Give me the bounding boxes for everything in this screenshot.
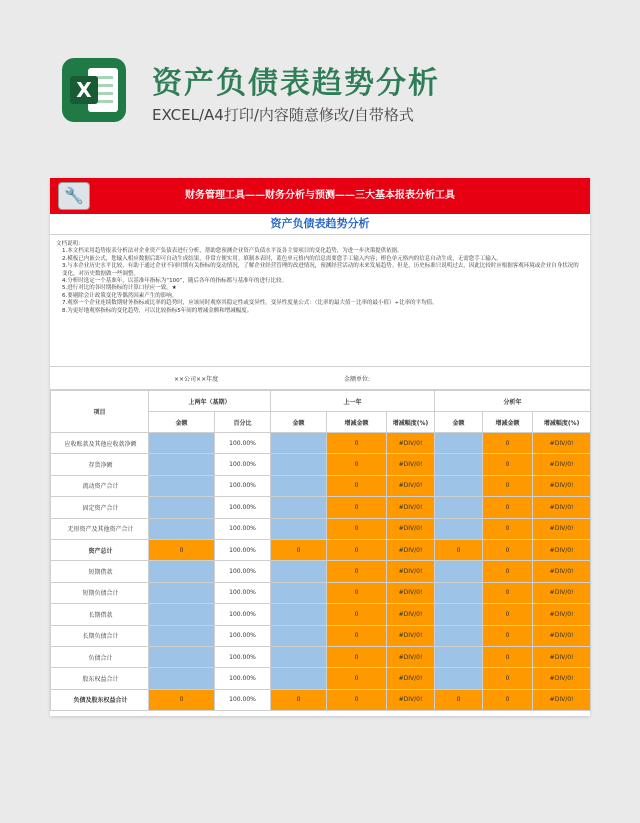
row-label: 应收账款及其他应收款净额 — [51, 433, 149, 454]
unit-label: 金额单位: — [344, 376, 371, 383]
value-cell: 0 — [483, 582, 533, 603]
notes-heading: 文档说明： — [56, 241, 84, 247]
input-cell[interactable] — [271, 604, 327, 625]
value-cell: 0 — [483, 689, 533, 710]
value-cell: 0 — [483, 475, 533, 496]
table-row — [51, 497, 591, 518]
value-cell: 0 — [483, 497, 533, 518]
value-cell: 0 — [327, 668, 387, 689]
wrench-icon[interactable]: 🔧 — [58, 182, 90, 210]
table-row — [51, 433, 591, 454]
row-label: 长期借款 — [51, 604, 149, 625]
note-item: 6.要剔除会计政策变化等偶然因素产生的影响。 — [62, 292, 178, 299]
value-cell: 0 — [483, 604, 533, 625]
input-cell[interactable] — [149, 475, 215, 496]
note-item: 4.分析时选定一个基准年，以基准年指标为“100”，随后各年的指标都与基准年的进行比较。 — [62, 278, 287, 285]
spreadsheet-preview — [50, 178, 590, 716]
input-cell[interactable] — [271, 497, 327, 518]
value-cell: #DIV/0! — [387, 604, 435, 625]
value-cell: #DIV/0! — [533, 497, 591, 518]
group-header-analysis: 分析年 — [435, 391, 591, 412]
input-cell[interactable] — [435, 475, 483, 496]
input-cell[interactable] — [271, 454, 327, 475]
input-cell[interactable] — [271, 668, 327, 689]
col-header: 增减幅度(%) — [533, 412, 591, 433]
input-cell[interactable] — [435, 604, 483, 625]
document-notes — [50, 235, 590, 367]
value-cell: 100.00% — [215, 475, 271, 496]
input-cell[interactable] — [149, 561, 215, 582]
value-cell: #DIV/0! — [533, 539, 591, 560]
value-cell: 0 — [327, 689, 387, 710]
value-cell: 100.00% — [215, 433, 271, 454]
input-cell[interactable] — [435, 454, 483, 475]
table-row — [51, 582, 591, 603]
input-cell[interactable] — [435, 646, 483, 667]
value-cell: 100.00% — [215, 689, 271, 710]
value-cell: #DIV/0! — [533, 518, 591, 539]
row-label: 长期负债合计 — [51, 625, 149, 646]
value-cell: #DIV/0! — [387, 454, 435, 475]
page-title: 资产负债表趋势分析 — [152, 66, 440, 101]
value-cell: #DIV/0! — [533, 454, 591, 475]
value-cell: #DIV/0! — [387, 497, 435, 518]
value-cell: #DIV/0! — [387, 518, 435, 539]
input-cell[interactable] — [149, 582, 215, 603]
input-cell[interactable] — [271, 518, 327, 539]
item-header: 项目 — [51, 391, 149, 433]
value-cell: #DIV/0! — [533, 561, 591, 582]
input-cell[interactable] — [271, 475, 327, 496]
value-cell: #DIV/0! — [387, 646, 435, 667]
table-row — [51, 539, 591, 560]
input-cell[interactable] — [435, 518, 483, 539]
row-label: 短期借款 — [51, 561, 149, 582]
table-row — [51, 561, 591, 582]
col-header: 百分比 — [215, 412, 271, 433]
note-item: 5.进行对比的各时期指标的计算口径应一致。★ — [62, 285, 177, 292]
value-cell: #DIV/0! — [533, 475, 591, 496]
col-header: 增减金额 — [327, 412, 387, 433]
value-cell: 0 — [435, 689, 483, 710]
value-cell: 0 — [483, 454, 533, 475]
company-label: ××公司××年度 — [174, 376, 219, 383]
value-cell: 0 — [327, 454, 387, 475]
col-header: 金额 — [149, 412, 215, 433]
trend-table — [50, 390, 591, 711]
value-cell: 0 — [327, 625, 387, 646]
value-cell: 100.00% — [215, 646, 271, 667]
col-header: 增减幅度(%) — [387, 412, 435, 433]
note-item: 3.与本企业历史水平比较，有助于通过企业不同时期有关指标的变动情况，了解企业经营管理的改进情况，预测经营活动的未来发展趋势。但是，历史标准只说明过去，因此比较时应根据客观环境或企业自身状况的变化，对历史数据做一些调整。 — [62, 263, 579, 277]
row-label: 存货净额 — [51, 454, 149, 475]
value-cell: 0 — [483, 646, 533, 667]
input-cell[interactable] — [271, 561, 327, 582]
input-cell[interactable] — [435, 561, 483, 582]
value-cell: #DIV/0! — [533, 604, 591, 625]
value-cell: 0 — [271, 689, 327, 710]
input-cell[interactable] — [149, 646, 215, 667]
value-cell: #DIV/0! — [533, 582, 591, 603]
value-cell: 0 — [327, 518, 387, 539]
note-item: 2.模板已内嵌公式，您输入相应数据后即可自动生成结果，非常方便实用。填制本表时，蓝色单元格内的信息需要您手工输入内容；橙色单元格内的信息自动生成，无需您手工输入。 — [62, 255, 502, 262]
input-cell[interactable] — [149, 668, 215, 689]
value-cell: 100.00% — [215, 497, 271, 518]
input-cell[interactable] — [435, 668, 483, 689]
input-cell[interactable] — [435, 582, 483, 603]
value-cell: 0 — [483, 539, 533, 560]
value-cell: 100.00% — [215, 582, 271, 603]
value-cell: 100.00% — [215, 518, 271, 539]
value-cell: 0 — [435, 539, 483, 560]
value-cell: #DIV/0! — [387, 539, 435, 560]
tool-banner — [50, 178, 590, 214]
input-cell[interactable] — [149, 604, 215, 625]
table-row — [51, 668, 591, 689]
value-cell: 0 — [327, 604, 387, 625]
value-cell: 0 — [327, 475, 387, 496]
value-cell: 0 — [149, 539, 215, 560]
value-cell: 0 — [327, 646, 387, 667]
row-label: 股东权益合计 — [51, 668, 149, 689]
page-subtitle: EXCEL/A4打印/内容随意修改/自带格式 — [152, 106, 414, 124]
value-cell: 0 — [483, 433, 533, 454]
group-header-last: 上一年 — [271, 391, 435, 412]
input-cell[interactable] — [149, 518, 215, 539]
value-cell: 0 — [483, 668, 533, 689]
value-cell: 0 — [271, 539, 327, 560]
meta-row — [50, 367, 590, 390]
note-item: 1.本文档采用趋势报表分析法对企业资产负债表进行分析，帮助您预测企业资产负债水平及各主要项目的变化趋势，为进一步决策提供依据。 — [62, 248, 403, 255]
value-cell: 100.00% — [215, 625, 271, 646]
input-cell[interactable] — [149, 454, 215, 475]
value-cell: 100.00% — [215, 454, 271, 475]
input-cell[interactable] — [149, 497, 215, 518]
value-cell: 0 — [327, 561, 387, 582]
value-cell: #DIV/0! — [533, 646, 591, 667]
excel-x-icon: X — [70, 76, 98, 104]
col-header: 增减金额 — [483, 412, 533, 433]
value-cell: 100.00% — [215, 561, 271, 582]
value-cell: 0 — [327, 497, 387, 518]
value-cell: #DIV/0! — [533, 668, 591, 689]
input-cell[interactable] — [271, 433, 327, 454]
row-label: 短期负债合计 — [51, 582, 149, 603]
value-cell: 100.00% — [215, 668, 271, 689]
value-cell: 100.00% — [215, 604, 271, 625]
table-row — [51, 604, 591, 625]
value-cell: #DIV/0! — [387, 582, 435, 603]
value-cell: #DIV/0! — [533, 625, 591, 646]
table-row — [51, 625, 591, 646]
input-cell[interactable] — [435, 497, 483, 518]
col-header: 金额 — [435, 412, 483, 433]
table-row — [51, 454, 591, 475]
row-label: 负债及股东权益合计 — [51, 689, 149, 710]
input-cell[interactable] — [435, 433, 483, 454]
value-cell: #DIV/0! — [387, 475, 435, 496]
excel-logo — [62, 58, 126, 122]
table-row — [51, 475, 591, 496]
input-cell[interactable] — [435, 625, 483, 646]
value-cell: #DIV/0! — [387, 625, 435, 646]
value-cell: #DIV/0! — [533, 689, 591, 710]
value-cell: #DIV/0! — [387, 433, 435, 454]
note-item: 8.为更好地观察指标的变化趋势，可以比较指标5年间的增减金额和增减幅度。 — [62, 307, 253, 314]
value-cell: 0 — [149, 689, 215, 710]
value-cell: #DIV/0! — [387, 668, 435, 689]
value-cell: 0 — [483, 561, 533, 582]
value-cell: 0 — [327, 433, 387, 454]
row-label: 流动资产合计 — [51, 475, 149, 496]
group-header-base: 上两年（基期） — [149, 391, 271, 412]
table-row — [51, 689, 591, 710]
row-label: 资产总计 — [51, 539, 149, 560]
table-row — [51, 518, 591, 539]
value-cell: #DIV/0! — [533, 433, 591, 454]
sheet-title: 资产负债表趋势分析 — [50, 214, 590, 235]
note-item: 7.观察一个企业连续数期财务指标或比率的趋势时，应该同时观察其稳定性或变异性。变异性度量公式：（比率的最大值－比率的最小值）÷比率的平均值。 — [62, 300, 438, 307]
value-cell: #DIV/0! — [387, 561, 435, 582]
input-cell[interactable] — [149, 625, 215, 646]
value-cell: #DIV/0! — [387, 689, 435, 710]
row-label: 无形资产及其他资产合计 — [51, 518, 149, 539]
col-header: 金额 — [271, 412, 327, 433]
row-label: 固定资产合计 — [51, 497, 149, 518]
value-cell: 0 — [327, 582, 387, 603]
row-label: 负债合计 — [51, 646, 149, 667]
value-cell: 0 — [483, 625, 533, 646]
input-cell[interactable] — [271, 582, 327, 603]
value-cell: 100.00% — [215, 539, 271, 560]
value-cell: 0 — [327, 539, 387, 560]
input-cell[interactable] — [271, 646, 327, 667]
banner-text: 财务管理工具——财务分析与预测——三大基本报表分析工具 — [185, 190, 455, 201]
input-cell[interactable] — [271, 625, 327, 646]
value-cell: 0 — [483, 518, 533, 539]
table-row — [51, 646, 591, 667]
input-cell[interactable] — [149, 433, 215, 454]
